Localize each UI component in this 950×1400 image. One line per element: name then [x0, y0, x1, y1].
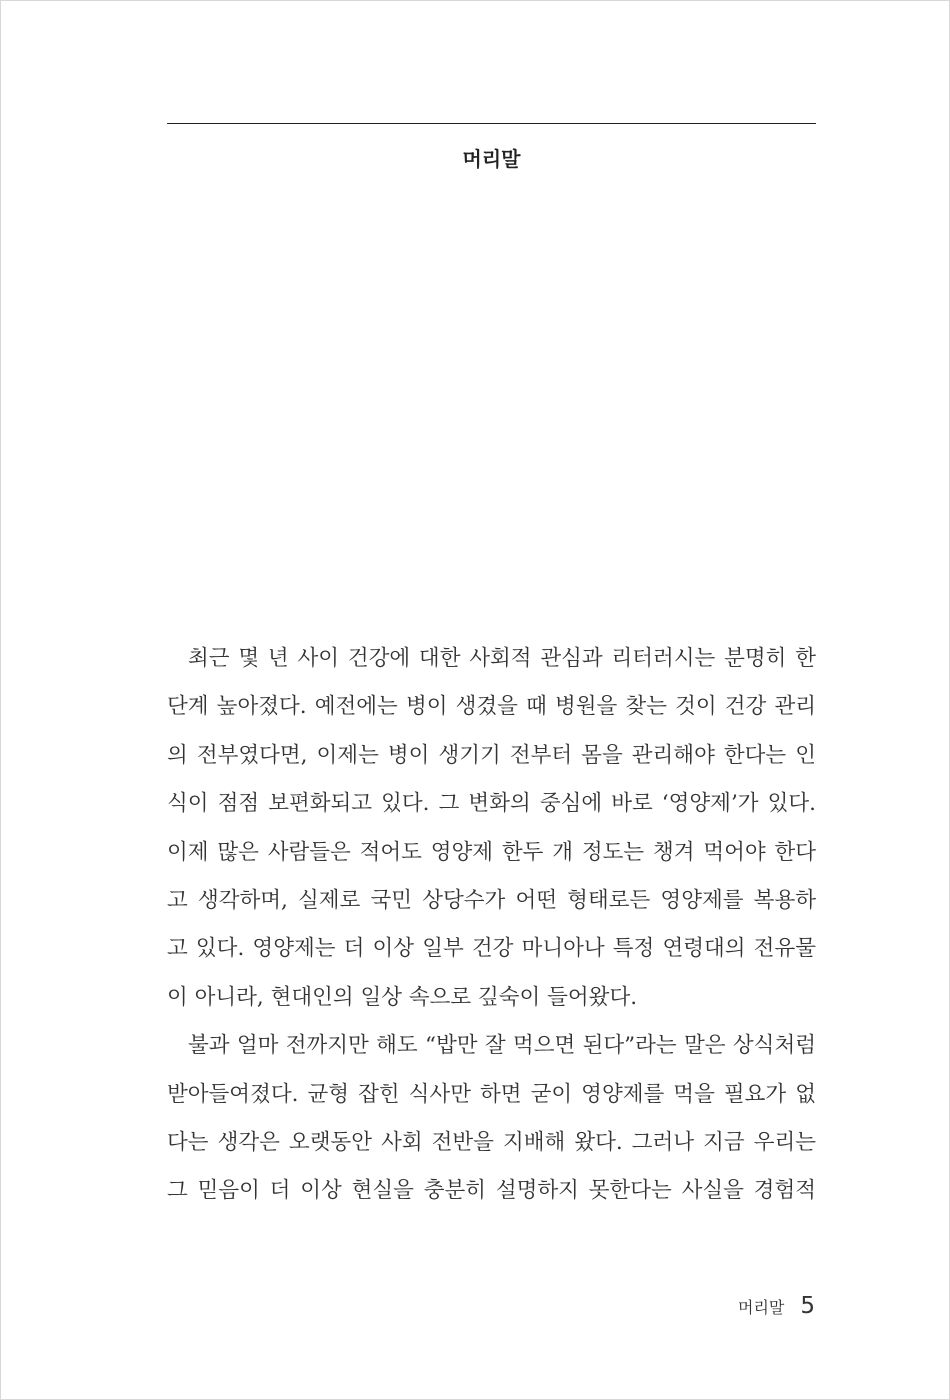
text-line: 고 생각하며, 실제로 국민 상당수가 어떤 형태로든 영양제를 복용하 — [167, 887, 816, 913]
paragraph-2 — [167, 1022, 816, 1216]
text-line: 그 믿음이 더 이상 현실을 충분히 설명하지 못한다는 사실을 경험적 — [167, 1178, 816, 1204]
header-rule — [167, 123, 816, 124]
text-line: 식이 점점 보편화되고 있다. 그 변화의 중심에 바로 ‘영양제’가 있다. — [167, 791, 816, 817]
text-line: 받아들여졌다. 균형 잡힌 식사만 하면 굳이 영양제를 먹을 필요가 없 — [167, 1081, 816, 1107]
body-text — [167, 635, 816, 1216]
text-line: 단계 높아졌다. 예전에는 병이 생겼을 때 병원을 찾는 것이 건강 관리 — [167, 694, 816, 720]
paragraph-1 — [167, 635, 816, 1022]
text-line: 최근 몇 년 사이 건강에 대한 사회적 관심과 리터러시는 분명히 한 — [188, 646, 816, 671]
text-line: 이 아니라, 현대인의 일상 속으로 깊숙이 들어왔다. — [167, 984, 638, 1010]
text-line: 다는 생각은 오랫동안 사회 전반을 지배해 왔다. 그러나 지금 우리는 — [167, 1129, 816, 1155]
text-line: 이제 많은 사람들은 적어도 영양제 한두 개 정도는 챙겨 먹어야 한다 — [167, 839, 816, 865]
text-line: 고 있다. 영양제는 더 이상 일부 건강 마니아나 특정 연령대의 전유물 — [167, 936, 816, 962]
page-footer — [738, 1293, 815, 1319]
chapter-title: 머리말 — [462, 147, 521, 171]
text-line: 의 전부였다면, 이제는 병이 생기기 전부터 몸을 관리해야 한다는 인 — [167, 742, 816, 768]
page-number: 5 — [800, 1293, 815, 1319]
text-line: 불과 얼마 전까지만 해도 “밥만 잘 먹으면 된다”라는 말은 상식처럼 — [188, 1033, 816, 1059]
running-title: 머리말 — [737, 1298, 785, 1317]
